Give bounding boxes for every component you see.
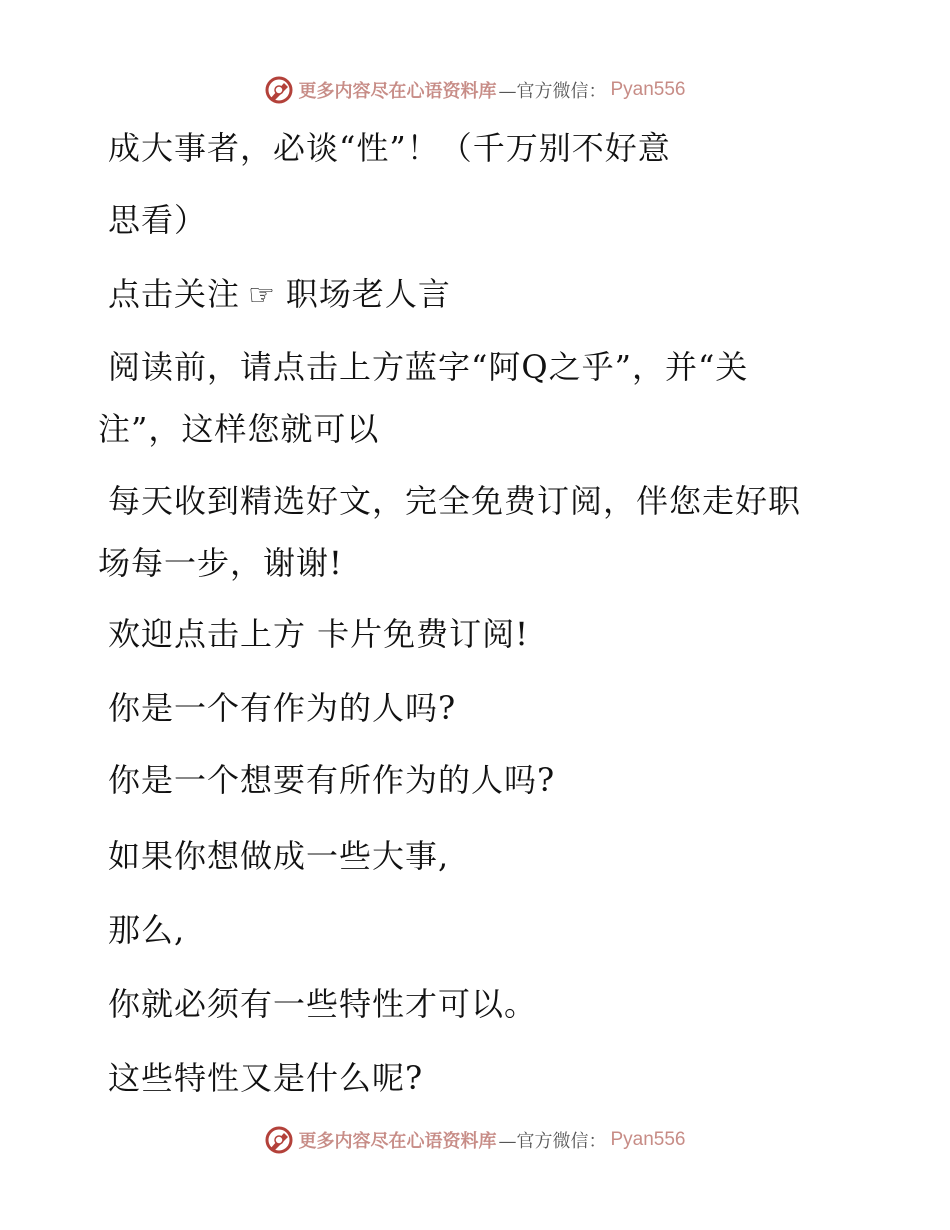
- pen-logo-icon: [264, 1125, 294, 1155]
- follow-suffix: 职场老人言: [285, 275, 451, 313]
- paragraph-2-text: 每天收到精选好文，完全免费订阅，伴您走好职场每一步，谢谢!: [98, 482, 802, 582]
- footer-banner-sub: —官方微信：: [498, 1131, 607, 1152]
- header-banner-sub: —官方微信：: [498, 81, 607, 102]
- paragraph-1-text: 阅读前，请点击上方蓝字“阿Q之乎”，并“关注”，这样您就可以: [98, 348, 749, 448]
- if-line: 如果你想做成一些大事,: [108, 837, 450, 875]
- welcome-line: 欢迎点击上方 卡片免费订阅!: [108, 615, 530, 653]
- footer-watermark-banner: [0, 1120, 950, 1160]
- header-banner-title: 更多内容尽在心语资料库: [298, 81, 497, 102]
- footer-banner-title: 更多内容尽在心语资料库: [298, 1131, 497, 1152]
- header-banner-id: Pyan556: [610, 79, 686, 100]
- pointing-hand-icon: ☞: [248, 278, 276, 313]
- question-line-2: 你是一个想要有所作为的人吗?: [108, 761, 556, 799]
- header-watermark-banner: [0, 70, 950, 110]
- then-line: 那么,: [108, 911, 186, 949]
- title-line-1: 成大事者，必谈“性”！（千万别不好意: [108, 129, 671, 167]
- follow-prefix: 点击关注: [108, 275, 241, 313]
- paragraph-2: [98, 470, 828, 594]
- what-line: 这些特性又是什么呢?: [108, 1059, 424, 1097]
- question-line-1: 你是一个有作为的人吗?: [108, 689, 457, 727]
- follow-line: [108, 276, 451, 314]
- footer-banner-id: Pyan556: [610, 1129, 686, 1150]
- pen-logo-icon: [264, 75, 294, 105]
- title-line-2: 思看）: [108, 201, 208, 239]
- must-line: 你就必须有一些特性才可以。: [108, 985, 538, 1023]
- paragraph-1: [98, 336, 828, 460]
